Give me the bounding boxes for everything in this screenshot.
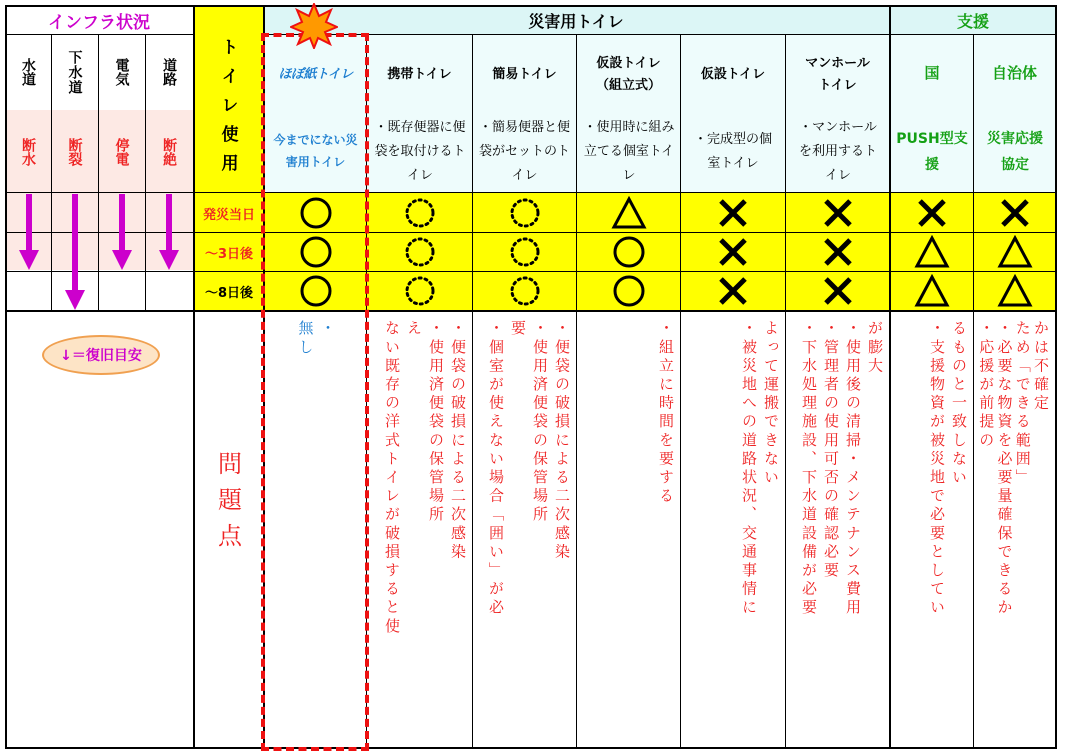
column-name-manhole: マンホールトイレ [805, 56, 870, 93]
column-desc-portable: ・既存便器に便袋を取付けるトイレ [374, 120, 466, 183]
highlight-frame [261, 33, 369, 751]
cross-icon [715, 274, 751, 308]
triangle-icon [997, 274, 1033, 308]
triangle-icon [997, 235, 1033, 269]
column-name-municipal: 自治体 [991, 64, 1037, 82]
column-desc-simple: ・簡易便器と便袋がセットのトイレ [478, 120, 570, 183]
problem-text: ・組立に時間を要する [657, 320, 675, 506]
problem-text: ・被災地への道路状況、交通事情に [740, 320, 758, 618]
infra-status-sewer: 断裂 [66, 138, 83, 166]
dotted-icon [402, 196, 438, 230]
dotted-icon [507, 235, 543, 269]
column-name-hobo-kami: ほぼ紙トイレ [278, 66, 353, 82]
infra-name-sewer: 下水道 [66, 49, 83, 95]
problem-text: ・使用済便袋の保管場所 [531, 320, 549, 525]
problem-text: ・下水処理施設、下水道設備が必要 [800, 320, 818, 618]
column-desc-municipal: 災害応援協定 [987, 131, 1043, 173]
dotted-icon [507, 274, 543, 308]
infrastructure-header: インフラ状況 [48, 12, 150, 33]
problem-text: かは不確定 [1032, 320, 1050, 413]
timeline-day8: ～8日後 [204, 286, 254, 301]
column-desc-hobo-kami: 今までにない災害用トイレ [273, 133, 358, 169]
starburst-icon [290, 3, 338, 49]
circle-icon [611, 274, 647, 308]
cross-icon [997, 196, 1033, 230]
dotted-icon [402, 274, 438, 308]
problem-text: ため「できる範囲」 [1013, 320, 1032, 488]
timeline-day3: ～3日後 [204, 247, 254, 262]
problem-text: ・便袋の破損による二次感染 [553, 320, 571, 562]
support-header: 支援 [956, 11, 989, 31]
infra-name-water: 水道 [20, 58, 36, 86]
recovery-arrow-icon [18, 194, 40, 272]
dotted-icon [402, 235, 438, 269]
infra-status-water: 断水 [20, 138, 36, 166]
column-name-assembled: 仮設トイレ（組立式） [595, 56, 661, 93]
column-desc-temporary: ・完成型の個室トイレ [693, 132, 772, 171]
problem-text: 要 [509, 320, 527, 339]
disaster-toilet-header: 災害用トイレ [528, 11, 624, 31]
triangle-icon [914, 274, 950, 308]
problem-text: ・便袋の破損による二次感染 [449, 320, 467, 562]
column-desc-national: PUSH型支援 [896, 131, 968, 173]
problem-text: 無し [296, 320, 315, 358]
problems-header: 問題点 [213, 451, 242, 559]
infra-name-electricity: 電気 [113, 58, 130, 86]
problem-text: るものと一致しない [950, 320, 968, 488]
cross-icon [820, 196, 856, 230]
cross-icon [715, 235, 751, 269]
column-name-simple: 簡易トイレ [492, 67, 557, 82]
triangle-icon [611, 196, 647, 230]
column-name-temporary: 仮設トイレ [700, 67, 766, 82]
column-desc-manhole: ・マンホールを利用するトイレ [798, 120, 877, 183]
problem-text: が膨大 [866, 320, 884, 376]
problem-text: ・個室が使えない場合「囲い」が必 [487, 320, 505, 618]
problem-text: ・支援物資が被災地で必要としてい [928, 320, 946, 618]
problem-text: ・必要な物資を必要量確保できるか [995, 320, 1014, 618]
column-name-national: 国 [924, 64, 940, 82]
recovery-legend: ↓＝復旧目安 [42, 335, 160, 375]
recovery-arrow-icon [158, 194, 180, 272]
recovery-arrow-icon [111, 194, 133, 272]
timeline-day0: 発災当日 [202, 207, 255, 223]
infra-status-road: 断絶 [161, 138, 177, 166]
cross-icon [820, 274, 856, 308]
problem-text: ・ [318, 320, 337, 339]
problem-text: ・使用後の清掃・メンテナンス費用 [844, 320, 862, 618]
problem-text: え [405, 320, 423, 339]
problem-text: ・管理者の使用可否の確認必要 [822, 320, 840, 581]
problem-text: よって運搬できない [762, 320, 780, 488]
cross-icon [715, 196, 751, 230]
problem-text: ・応援が前提の [977, 320, 996, 451]
toilet-use-header: トイレ使用 [217, 37, 238, 183]
cross-icon [820, 235, 856, 269]
problem-text: ・使用済便袋の保管場所 [427, 320, 445, 525]
problem-text: ない既存の洋式トイレが破損すると使 [383, 320, 401, 637]
recovery-arrow-icon [64, 194, 86, 312]
triangle-icon [914, 235, 950, 269]
column-desc-assembled: ・使用時に組み立てる個室トイレ [583, 120, 675, 183]
dotted-icon [507, 196, 543, 230]
circle-icon [611, 235, 647, 269]
infra-name-road: 道路 [161, 58, 177, 86]
cross-icon [914, 196, 950, 230]
column-name-portable: 携帯トイレ [387, 67, 452, 82]
infra-status-electricity: 停電 [113, 138, 130, 166]
